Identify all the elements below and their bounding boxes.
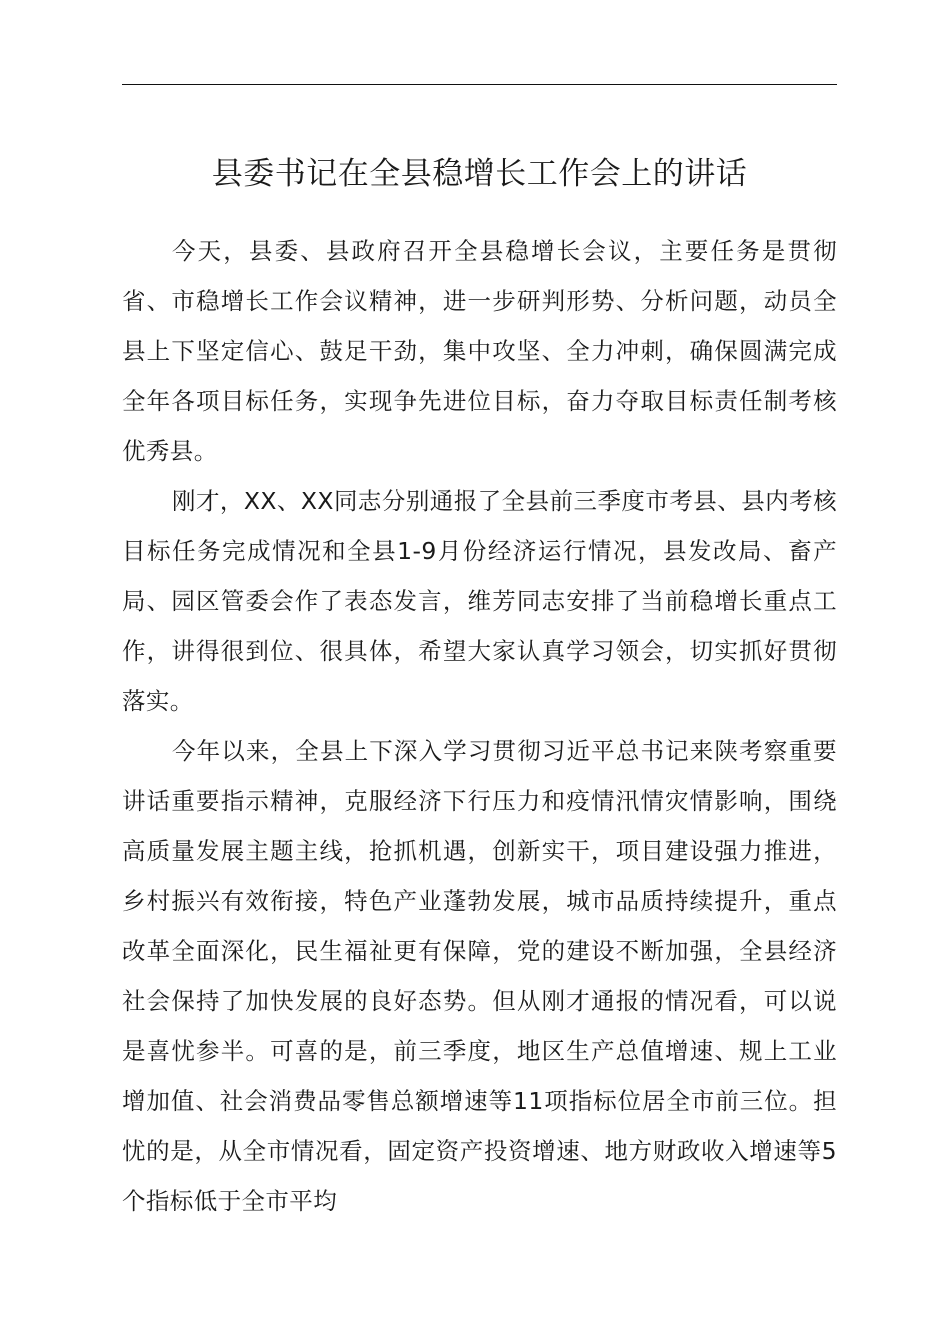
paragraph-reports: 刚才，XX、XX同志分别通报了全县前三季度市考县、县内考核目标任务完成情况和全县1-9月份经济运行情况，县发改局、畜产局、园区管委会作了表态发言，维芳同志安排了当前稳增长重点工作，讲得很到位、很具体，希望大家认真学习领会，切实抓好贯彻落实。 bbox=[122, 487, 837, 715]
document-body bbox=[122, 226, 837, 1226]
header-rule bbox=[122, 84, 837, 85]
document-title: 县委书记在全县稳增长工作会上的讲话 bbox=[211, 156, 748, 192]
paragraph-situation: 今年以来，全县上下深入学习贯彻习近平总书记来陕考察重要讲话重要指示精神，克服经济下行压力和疫情汛情灾情影响，围绕高质量发展主题主线，抢抓机遇，创新实干，项目建设强力推进，乡村振兴有效衔接，特色产业蓬勃发展，城市品质持续提升，重点改革全面深化，民生福祉更有保障，党的建设不断加强，全县经济社会保持了加快发展的良好态势。但从刚才通报的情况看，可以说是喜忧参半。可喜的是，前三季度，地区生产总值增速、规上工业增加值、社会消费品零售总额增速等11项指标位居全市前三位。担忧的是，从全市情况看，固定资产投资增速、地方财政收入增速等5个指标低于全市平均 bbox=[122, 737, 837, 1215]
paragraph-opening: 今天，县委、县政府召开全县稳增长会议，主要任务是贯彻省、市稳增长工作会议精神，进一步研判形势、分析问题，动员全县上下坚定信心、鼓足干劲，集中攻坚、全力冲刺，确保圆满完成全年各项目标任务，实现争先进位目标，奋力夺取目标责任制考核优秀县。 bbox=[122, 237, 837, 465]
